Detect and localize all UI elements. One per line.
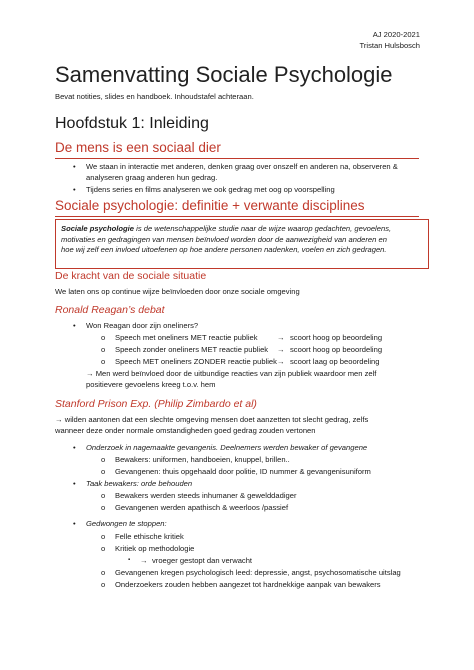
sub-bullet-glyph: o [101, 544, 106, 553]
list-item: Gedwongen te stoppen: [86, 519, 167, 528]
list-item: Gevangenen werden apathisch & weerloos /passief [115, 503, 289, 512]
arrow-glyph: → [277, 357, 285, 366]
list-item: We staan in interactie met anderen, denken graag over onszelf en anderen na, observeren & [86, 162, 398, 171]
sub-bullet-glyph: o [101, 357, 106, 366]
list-item: Kritiek op methodologie [115, 544, 195, 553]
bullet-glyph: • [73, 321, 76, 330]
list-item: vroeger gestopt dan verwacht [152, 556, 253, 565]
list-item: Bewakers: uniformen, handboeien, knuppel, brillen.. [115, 455, 290, 464]
list-item: Onderzoek in nagemaakte gevangenis. Deelnemers werden bewaker of gevangene [86, 443, 368, 452]
sub-bullet-glyph: o [101, 503, 106, 512]
sub-bullet-glyph: o [101, 580, 106, 589]
list-item: Gevangenen: thuis opgehaald door politie, ID nummer & gevangenisuniform [115, 467, 371, 476]
section-underline [55, 216, 419, 217]
definition-box [55, 219, 429, 269]
list-item: Taak bewakers: orde behouden [86, 479, 193, 488]
list-item: Speech MET oneliners ZONDER reactie publiek [115, 357, 277, 366]
conclusion-text: positievere gevoelens kreeg t.o.v. hem [86, 380, 216, 389]
bullet-glyph: • [73, 185, 76, 194]
list-item: Won Reagan door zijn oneliners? [86, 321, 199, 330]
definition-text: is de wetenschappelijke studie naar de wijze waarop gedachten, gevoelens, [134, 224, 392, 233]
chapter-heading: Hoofdstuk 1: Inleiding [55, 115, 209, 132]
list-item: Onderzoekers zouden hebben aangezet tot hardnekkige aanpak van bewakers [115, 580, 381, 589]
sub-bullet-glyph: o [101, 333, 106, 342]
sub-bullet-glyph: o [101, 467, 106, 476]
document-subtitle: Bevat notities, slides en handboek. Inhoudstafel achteraan. [55, 92, 254, 101]
sub-bullet-glyph: o [101, 491, 106, 500]
sub-bullet-glyph: o [101, 568, 106, 577]
list-item: Felle ethische kritiek [115, 532, 184, 541]
conclusion-text: → Men werd beïnvloed door de uitbundige reacties van zijn publiek waardoor men zelf [86, 369, 377, 378]
list-item-result: scoort hoog op beoordeling [290, 333, 383, 342]
document-title: Samenvatting Sociale Psychologie [55, 62, 393, 87]
list-item-result: scoort laag op beoordeling [290, 357, 380, 366]
list-item-result: scoort hoog op beoordeling [290, 345, 383, 354]
sub-sub-bullet-glyph: ▪ [128, 557, 131, 563]
bullet-glyph: • [73, 519, 76, 528]
list-item-continued: analyseren graag anderen hun gedrag. [86, 173, 218, 182]
author-name: Tristan Hulsbosch [359, 41, 420, 50]
list-item: Speech zonder oneliners MET reactie publiek [115, 345, 269, 354]
bullet-glyph: • [73, 443, 76, 452]
sub-bullet-glyph: o [101, 532, 106, 541]
arrow-glyph: → [277, 345, 285, 354]
definition-term: Sociale psychologie [61, 224, 135, 233]
document-meta [360, 29, 421, 51]
bullet-glyph: • [73, 162, 76, 171]
paragraph: We laten ons op continue wijze beïnvloeden door onze sociale omgeving [55, 287, 300, 296]
section-heading-social-animal: De mens is een sociaal dier [55, 140, 221, 155]
definition-text: hoe wij zelf een invloed uitoefenen op hoe andere personen nadenken, voelen en zich gedragen. [61, 245, 387, 254]
list-item: Bewakers werden steeds inhumaner & gewelddadiger [115, 491, 297, 500]
definition-text: motivaties en gedragingen van mensen beïnvloed worden door de aanwezigheid van anderen en [61, 234, 387, 244]
list-item: Tijdens series en films analyseren we ook gedrag met oog op voorspelling [86, 185, 335, 194]
section-underline [55, 158, 419, 159]
paragraph: wanneer deze onder normale omstandigheden goed gedrag zouden vertonen [55, 426, 316, 435]
subsection-heading-social-situation: De kracht van de sociale situatie [55, 270, 207, 282]
list-item: Gevangenen kregen psychologisch leed: depressie, angst, psychosomatische uitslag [115, 568, 401, 577]
topic-heading-stanford: Stanford Prison Exp. (Philip Zimbardo et al) [55, 398, 257, 410]
arrow-glyph: → [277, 333, 285, 342]
sub-bullet-glyph: o [101, 455, 106, 464]
academic-year: AJ 2020-2021 [372, 30, 420, 39]
paragraph: → wilden aantonen dat een slechte omgeving mensen doet aanzetten tot slecht gedrag, zelfs [55, 415, 369, 424]
sub-bullet-glyph: o [101, 345, 106, 354]
arrow-glyph: → [140, 556, 148, 565]
topic-heading-reagan: Ronald Reagan’s debat [55, 304, 165, 316]
list-item: Speech met oneliners MET reactie publiek [115, 333, 258, 342]
bullet-glyph: • [73, 479, 76, 488]
section-heading-definition: Sociale psychologie: definitie + verwante disciplines [55, 198, 365, 213]
